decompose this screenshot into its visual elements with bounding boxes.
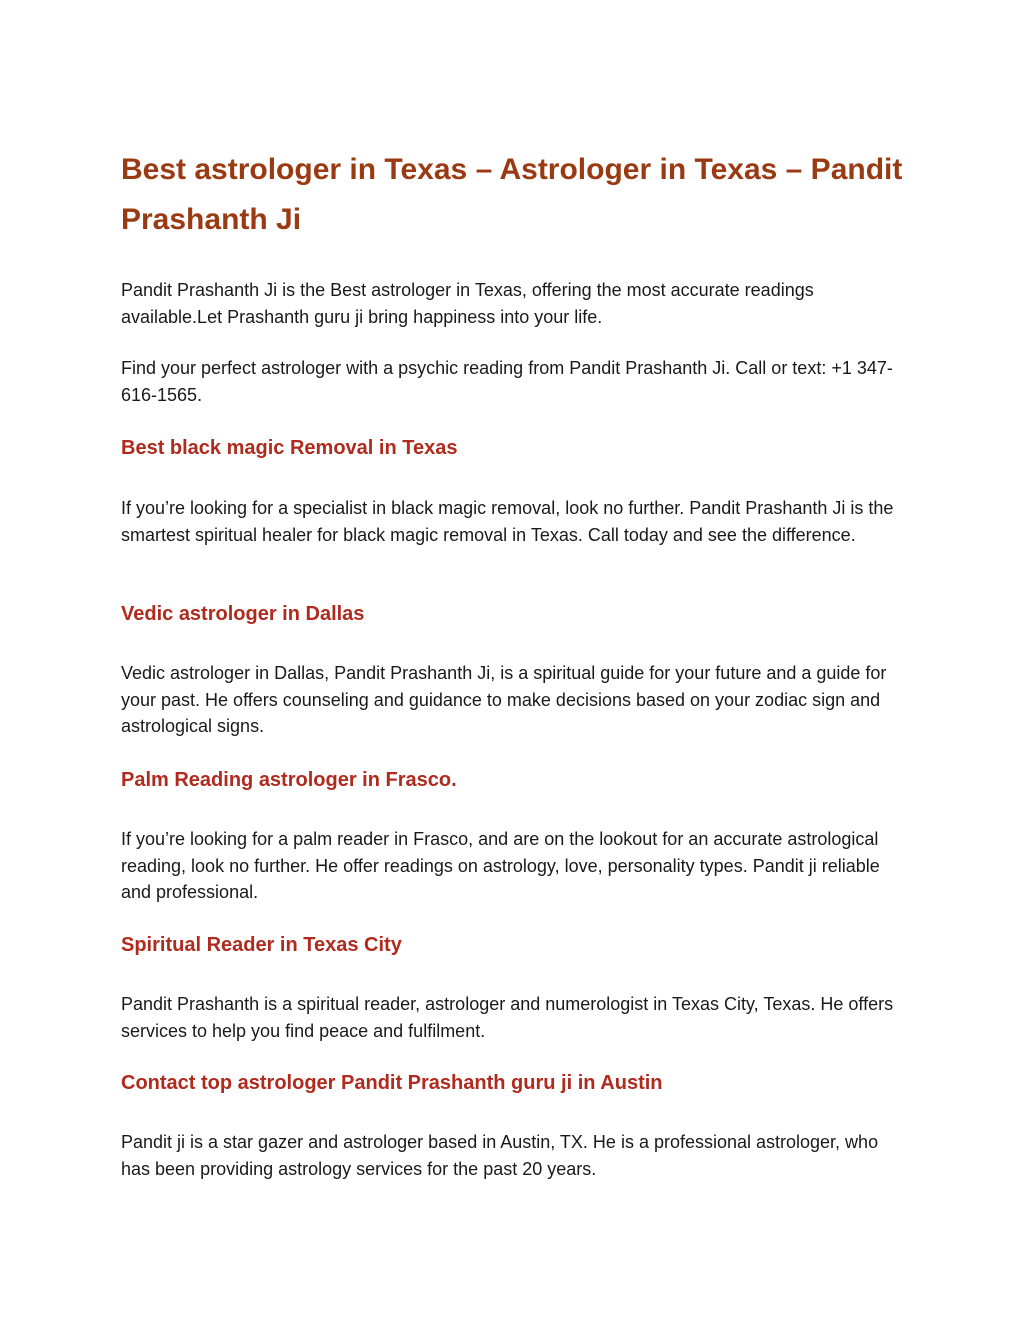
page-title: Best astrologer in Texas – Astrologer in Texas – Pandit Prashanth Ji bbox=[121, 153, 903, 236]
intro-paragraph-2: Find your perfect astrologer with a psychic reading from Pandit Prashanth Ji. Call or text: +1 347-616-1565. bbox=[121, 358, 893, 405]
section-body-black-magic: If you’re looking for a specialist in black magic removal, look no further. Pandit Prashanth Ji is the smartest spiritual healer for black magic removal in Texas. Call today and see the difference. bbox=[121, 498, 894, 545]
intro-paragraph-1: Pandit Prashanth Ji is the Best astrologer in Texas, offering the most accurate readings available.Let Prashanth guru ji bring happiness into your life. bbox=[121, 280, 814, 327]
section-body-contact-austin: Pandit ji is a star gazer and astrologer based in Austin, TX. He is a professional astrologer, who has been providing astrology services for the past 20 years. bbox=[121, 1132, 879, 1179]
section-body-spiritual-reader: Pandit Prashanth is a spiritual reader, astrologer and numerologist in Texas City, Texas. He offers services to help you find peace and fulfilment. bbox=[121, 994, 894, 1041]
section-heading-black-magic: Best black magic Removal in Texas bbox=[121, 437, 458, 459]
section-heading-contact-austin: Contact top astrologer Pandit Prashanth guru ji in Austin bbox=[121, 1072, 663, 1094]
section-heading-palm-reading: Palm Reading astrologer in Frasco. bbox=[121, 769, 457, 791]
section-body-palm-reading: If you’re looking for a palm reader in Frasco, and are on the lookout for an accurate astrological reading, look no further. He offer readings on astrology, love, personality types. Pandit ji reliable and professional. bbox=[121, 829, 880, 902]
section-heading-vedic-dallas: Vedic astrologer in Dallas bbox=[121, 603, 365, 625]
section-body-vedic-dallas: Vedic astrologer in Dallas, Pandit Prashanth Ji, is a spiritual guide for your future and a guide for your past. He offers counseling and guidance to make decisions based on your zodiac sign and astrological signs. bbox=[121, 663, 887, 736]
section-heading-spiritual-reader: Spiritual Reader in Texas City bbox=[121, 934, 402, 956]
